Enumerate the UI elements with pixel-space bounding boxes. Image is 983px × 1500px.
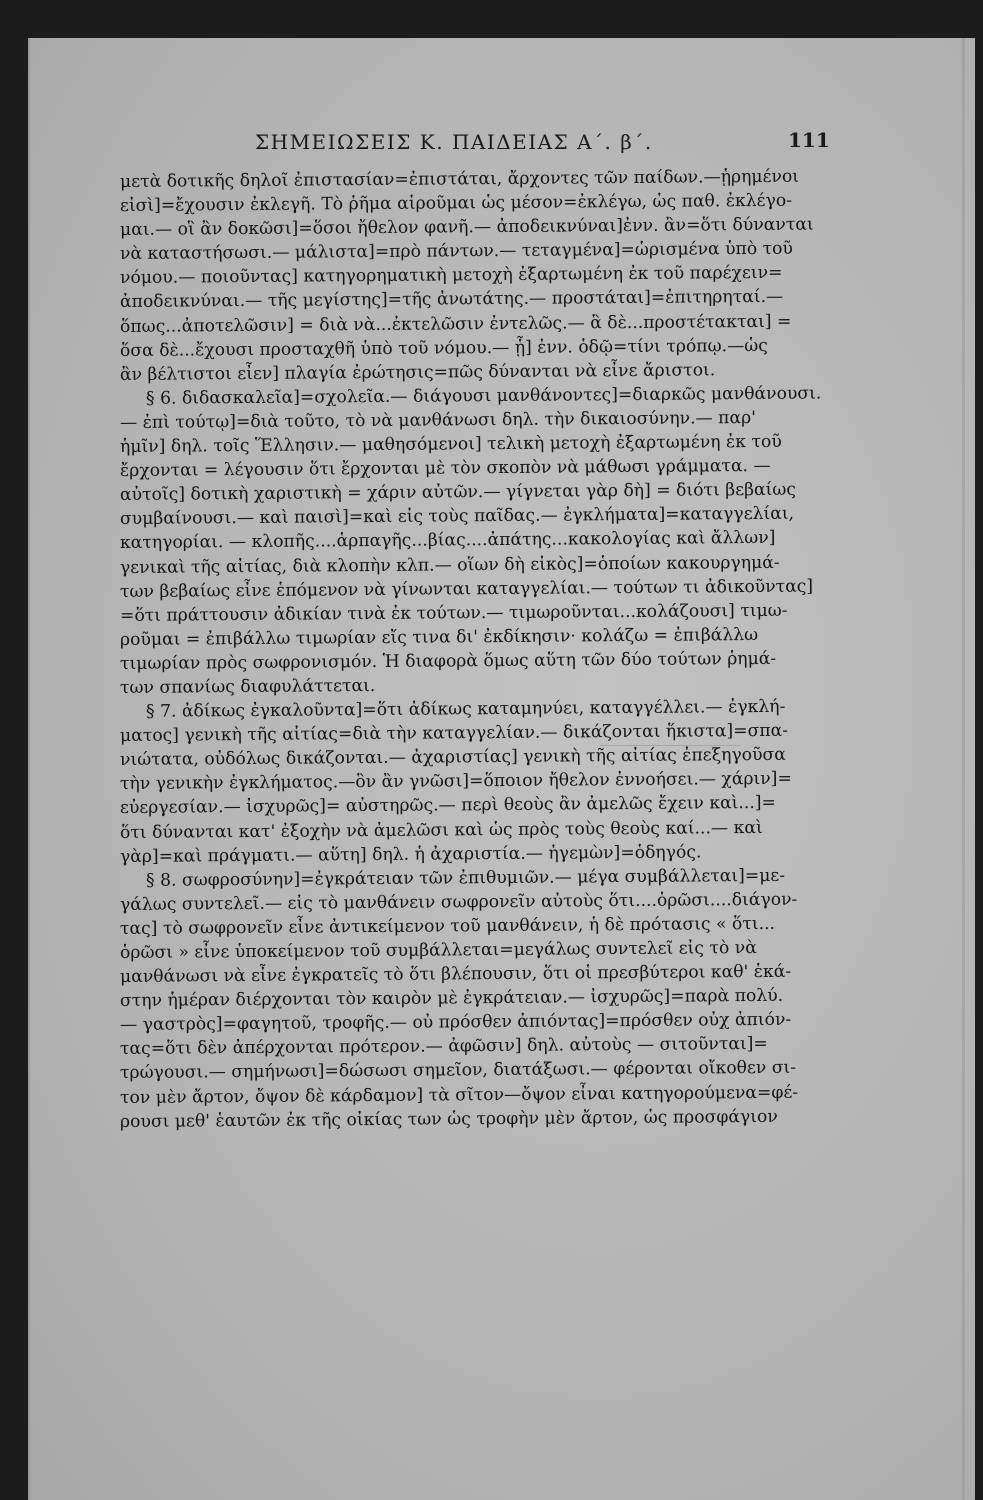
text-line: εὐεργεσίαν.— ἰσχυρῶς]= αὐστηρῶς.— περὶ θεοὺς ἂν ἀμελῶς ἔχειν καὶ...]= xyxy=(119,793,776,819)
text-line: γάλως συντελεῖ.— εἰς τὸ μανθάνειν σωφρονεῖν αὐτοὺς ὅτι....ὁρῶσι....διάγον- xyxy=(119,889,798,915)
text-line: αὐτοῖς] δοτικὴ χαριστικὴ = χάριν αὐτῶν.— γίγνεται γὰρ δὴ] = διότι βεβαίως xyxy=(119,479,797,506)
text-line: συμβαίνουσι.— καὶ παισὶ]=καὶ εἰς τοὺς παῖδας.— ἐγκλήματα]=καταγγελίαι, xyxy=(119,504,795,530)
text-line: ρουσι μεθ' ἑαυτῶν ἐκ τῆς οἰκίας των ὡς τροφὴν μὲν ἄρτον, ὡς προσφάγιον xyxy=(119,1106,778,1132)
text-line: ροῦμαι = ἐπιβάλλω τιμωρίαν εἴς τινα δι' ἐκδίκησιν· κολάζω = ἐπιβάλλω xyxy=(119,624,759,650)
text-line: τρώγουσι.— σημήνωσι]=δώσωσι σημεῖον, διατάξωσι.— φέρονται οἴκοθεν σι- xyxy=(119,1058,797,1084)
text-line: ὅσα δὲ...ἔχουσι προσταχθῆ ὑπὸ τοῦ νόμου.— ᾗ] ἐνν. ὁδῷ=τίνι τρόπῳ.—ὡς xyxy=(119,335,768,361)
text-line: νόμου.— ποιοῦντας] κατηγορηματικὴ μετοχὴ ἐξαρτωμένη ἐκ τοῦ παρέχειν= xyxy=(119,263,783,289)
text-line: τὴν γενικὴν ἐγκλήματος.—ὃν ἂν γνῶσι]=ὅποιον ἤθελον ἐννοήσει.— χάριν]= xyxy=(119,769,792,795)
text-line: ἀποδεικνύναι.— τῆς μεγίστης]=τῆς ἀνωτάτης.— προστάται]=ἐπιτηρηταί.— xyxy=(119,287,784,313)
text-line: νιώτατα, οὐδόλως δικάζονται.— ἀχαριστίας] γενικὴ τῆς αἰτίας ἐπεξηγοῦσα xyxy=(119,745,786,771)
text-line: των βεβαίως εἶνε ἑπόμενον νὰ γίνωνται καταγγελίαι.— τούτων τι ἀδικοῦντας] xyxy=(119,576,814,602)
section-7-start: § 7. ἀδίκως ἐγκαλοῦντα]=ὅτι ἀδίκως καταμηνύει, καταγγέλλει.— ἐγκλή- xyxy=(145,696,786,722)
text-line: ὁρῶσι » εἶνε ὑποκείμενον τοῦ συμβάλλεται=μεγάλως συντελεῖ εἰς τὸ νὰ xyxy=(119,937,757,963)
body-text xyxy=(119,166,850,1134)
text-line: =ὅτι πράττουσιν ἀδικίαν τινὰ ἐκ τούτων.— τιμωροῦνται...κολάζουσι] τιμω- xyxy=(119,600,788,626)
text-line: μετὰ δοτικῆς δηλοῖ ἐπιστασίαν=ἐπιστάται, ἄρχοντες τῶν παίδων.—ᾑρημένοι xyxy=(119,166,800,192)
text-line: — γαστρὸς]=φαγητοῦ, τροφῆς.— οὐ πρόσθεν ἀπιόντας]=πρόσθεν οὐχ ἀπιόν- xyxy=(119,1010,792,1036)
text-line: ματος] γενικὴ τῆς αἰτίας=διὰ τὴν καταγγελίαν.— δικάζονται ἥκιστα]=σπα- xyxy=(119,720,789,747)
text-line: — ἐπὶ τούτῳ]=διὰ τοῦτο, τὸ νὰ μανθάνωσι δηλ. τὴν δικαιοσύνην.— παρ' xyxy=(119,407,756,433)
section-6-start: § 6. διδασκαλεῖα]=σχολεῖα.— διάγουσι μανθάνοντες]=διαρκῶς μανθάνουσι. xyxy=(145,383,822,409)
text-line: μαι.— οἳ ἂν δοκῶσι]=ὅσοι ἤθελον φανῆ.— ἀποδεικνύναι]ἐνν. ἂν=ὅτι δύνανται xyxy=(119,214,814,241)
text-line: ἂν βέλτιστοι εἶεν] πλαγία ἐρώτησις=πῶς δύνανται νὰ εἶνε ἄριστοι. xyxy=(119,360,716,385)
text-line: τας] τὸ σωφρονεῖν εἶνε ἀντικείμενον τοῦ μανθάνειν, ἡ δὲ πρότασις « ὅτι... xyxy=(119,913,776,939)
text-line: τας=ὅτι δὲν ἀπέρχονται πρότερον.— ἀφῶσιν] δηλ. αὐτοὺς — σιτοῦνται]= xyxy=(119,1034,768,1060)
text-line: των σπανίως διαφυλάττεται. xyxy=(119,675,376,698)
text-line: ὅτι δύνανται κατ' ἐξοχὴν νὰ ἀμελῶσι καὶ ὡς πρὸς τοὺς θεοὺς καί...— καὶ xyxy=(119,817,763,843)
text-line: κατηγορίαι. — κλοπῆς....ἁρπαγῆς...βίας....ἀπάτης...κακολογίας καὶ ἄλλων] xyxy=(119,528,776,554)
text-line: νὰ καταστήσωσι.— μάλιστα]=πρὸ πάντων.— τεταγμένα]=ὡρισμένα ὑπὸ τοῦ xyxy=(119,238,794,265)
text-line: γὰρ]=καὶ πράγματι.— αὕτη] δηλ. ἡ ἀχαριστία.— ἡγεμὼν]=ὁδηγός. xyxy=(119,842,702,867)
text-line: εἰσὶ]=ἔχουσιν ἐκλεγῆ. Τὸ ῥῆμα αἱροῦμαι ὡς μέσον=ἐκλέγω, ὡς παθ. ἐκλέγο- xyxy=(119,190,793,217)
text-line: τον μὲν ἄρτον, ὄψον δὲ κάρδαμον] τὰ σῖτον—ὄψον εἶναι κατηγορούμενα=φέ- xyxy=(119,1082,799,1108)
text-line: ἔρχονται = λέγουσιν ὅτι ἔρχονται μὲ τὸν σκοπὸν νὰ μάθωσι γράμματα. — xyxy=(119,456,771,482)
text-line: μανθάνωσι νὰ εἶνε ἐγκρατεῖς τὸ ὅτι βλέπουσιν, ὅτι οἱ πρεσβύτεροι καθ' ἑκά- xyxy=(119,961,792,988)
running-header: ΣΗΜΕΙΩΣΕΙΣ Κ. ΠΑΙΔΕΙΑΣ Α΄. β΄. xyxy=(255,130,653,154)
text-line: στην ἡμέραν διέρχονται τὸν καιρὸν μὲ ἐγκράτειαν.— ἰσχυρῶς]=παρὰ πολύ. xyxy=(119,985,784,1012)
text-line: ἡμῖν] δηλ. τοῖς Ἕλλησιν.— μαθησόμενοι] τελικὴ μετοχὴ ἐξαρτωμένη ἐκ τοῦ xyxy=(119,431,782,458)
section-8-start: § 8. σωφροσύνην]=ἐγκράτειαν τῶν ἐπιθυμιῶν.— μέγα συμβάλλεται]=με- xyxy=(145,865,786,891)
page-edge-shadow xyxy=(962,38,965,1500)
text-line: τιμωρίαν πρὸς σωφρονισμόν. Ἡ διαφορὰ ὅμως αὕτη τῶν δύο τούτων ῥημά- xyxy=(119,648,777,674)
text-line: γενικαὶ τῆς αἰτίας, διὰ κλοπὴν κλπ.— οἵων δὴ εἰκὸς]=ὁποίων κακουργημά- xyxy=(119,552,780,578)
text-line: ὅπως...ἀποτελῶσιν] = διὰ νὰ...ἐκτελῶσιν ἐντελῶς.— ἃ δὲ...προστέτακται] = xyxy=(119,311,792,337)
page-number: 111 xyxy=(788,128,830,152)
